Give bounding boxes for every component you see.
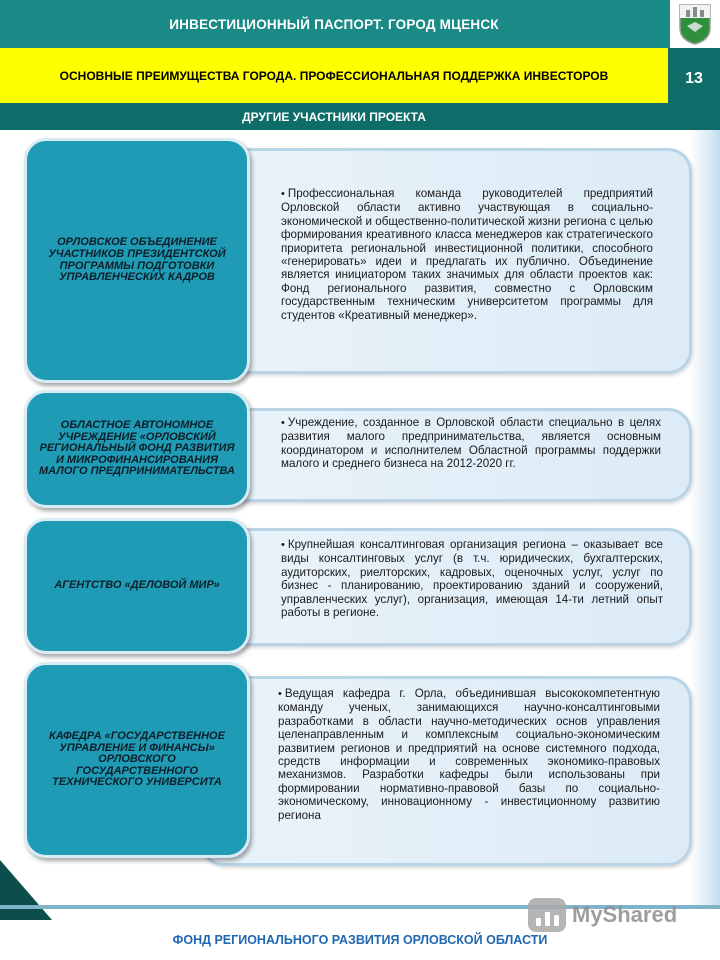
coat-of-arms-icon (677, 2, 713, 46)
participant-name: АГЕНТСТВО «ДЕЛОВОЙ МИР» (54, 579, 220, 592)
participant-description-text: Крупнейшая консалтинговая организация региона – оказывает все виды консалтинговых услуг (в т.ч. юридических, бухгалтерских, аудиторских, риелторских, кадровых, оценочных услуг, услуг по бизнес - планированию, проектированию зданий и сооружений, управленческих услуг), организация, имеющая 14-ти летний опыт работы в регионе. (281, 538, 663, 620)
participant-description-text: Учреждение, созданное в Орловской области специально в целях развития малого предпринимательства, является основным координатором и исполнителем Областной программы поддержки малого и среднего бизнеса на 2012-2020 гг. (281, 416, 661, 471)
footer-organization-text: ФОНД РЕГИОНАЛЬНОГО РАЗВИТИЯ ОРЛОВСКОЙ ОБЛАСТИ (172, 933, 548, 947)
participant-description-card (200, 148, 692, 374)
participant-name-box (24, 518, 250, 654)
participant-name: ОБЛАСТНОЕ АВТОНОМНОЕ УЧРЕЖДЕНИЕ «ОРЛОВСКИЙ РЕГИОНАЛЬНЫЙ ФОНД РАЗВИТИЯ И МИКРОФИНАНСИРОВАНИЯ МАЛОГО ПРЕДПРИНИМАТЕЛЬСТВА (39, 419, 235, 478)
page-subtitle (0, 48, 668, 103)
section-title-text: ДРУГИЕ УЧАСТНИКИ ПРОЕКТА (242, 109, 426, 124)
page-subtitle-text: ОСНОВНЫЕ ПРЕИМУЩЕСТВА ГОРОДА. ПРОФЕССИОНАЛЬНАЯ ПОДДЕРЖКА ИНВЕСТОРОВ (59, 68, 609, 83)
participant-description-text: Ведущая кафедра г. Орла, объединившая высококомпетентную команду ученых, занимающихся научно-консалтинговыми разработками в области научно-методических основ управления целенаправленным и комплексным социально-экономическим развитием регионов и предприятий на основе системного подхода, средств информации и современных экономико-правовых механизмов. Разработки кафедры были использованы при формировании нормативно-правовой базы по социально-экономическому, инновационному - инвестиционному развитию региона (278, 687, 660, 822)
bullet-icon: • (281, 188, 285, 200)
participant-description-card (200, 408, 692, 502)
participant-description (278, 687, 660, 822)
city-coat-of-arms-logo (668, 0, 720, 48)
participant-description-card (200, 676, 692, 866)
participant-description (281, 416, 661, 471)
participant-name: ОРЛОВСКОЕ ОБЪЕДИНЕНИЕ УЧАСТНИКОВ ПРЕЗИДЕНТСКОЙ ПРОГРАММЫ ПОДГОТОВКИ УПРАВЛЕНЧЕСКИХ КАДРОВ (48, 236, 226, 284)
bullet-icon: • (281, 417, 285, 429)
presentation-chart-icon (528, 898, 566, 932)
participant-description-text: Профессиональная команда руководителей предприятий Орловской области активно участвующая в социально-экономической и общественно-политической жизни региона с целью формирования креативного класса менеджеров как стратегического приоритета региональной инвестиционной политики, способного «генерировать» идеи и предлагать их публично. Объединение является инициатором таких значимых для области проектов как: Фонд регионального развития, совместно с Орловским государственным техническим университетом программы для студентов «Креативный менеджер». (281, 187, 653, 322)
participant-name-box (24, 390, 250, 508)
left-corner-decoration (0, 860, 52, 920)
participant-name-box (24, 662, 250, 858)
participant-description (281, 538, 663, 619)
page-number-text: 13 (685, 70, 703, 87)
document-title (0, 0, 668, 48)
participant-name: КАФЕДРА «ГОСУДАРСТВЕННОЕ УПРАВЛЕНИЕ И ФИНАНСЫ» ОРЛОВСКОГО ГОСУДАРСТВЕННОГО ТЕХНИЧЕСКОГО УНИВЕРСИТА (49, 730, 225, 789)
watermark-text: MyShared (572, 902, 678, 927)
bullet-icon: • (278, 688, 282, 700)
participant-description-card (200, 528, 692, 646)
participant-description (281, 187, 653, 322)
participant-name-box (24, 138, 250, 383)
section-title (0, 103, 668, 130)
bullet-icon: • (281, 539, 285, 551)
document-title-text: ИНВЕСТИЦИОННЫЙ ПАСПОРТ. ГОРОД МЦЕНСК (169, 16, 499, 32)
right-decorative-gradient (690, 130, 720, 905)
footer-organization (0, 928, 720, 952)
page-number (668, 48, 720, 130)
